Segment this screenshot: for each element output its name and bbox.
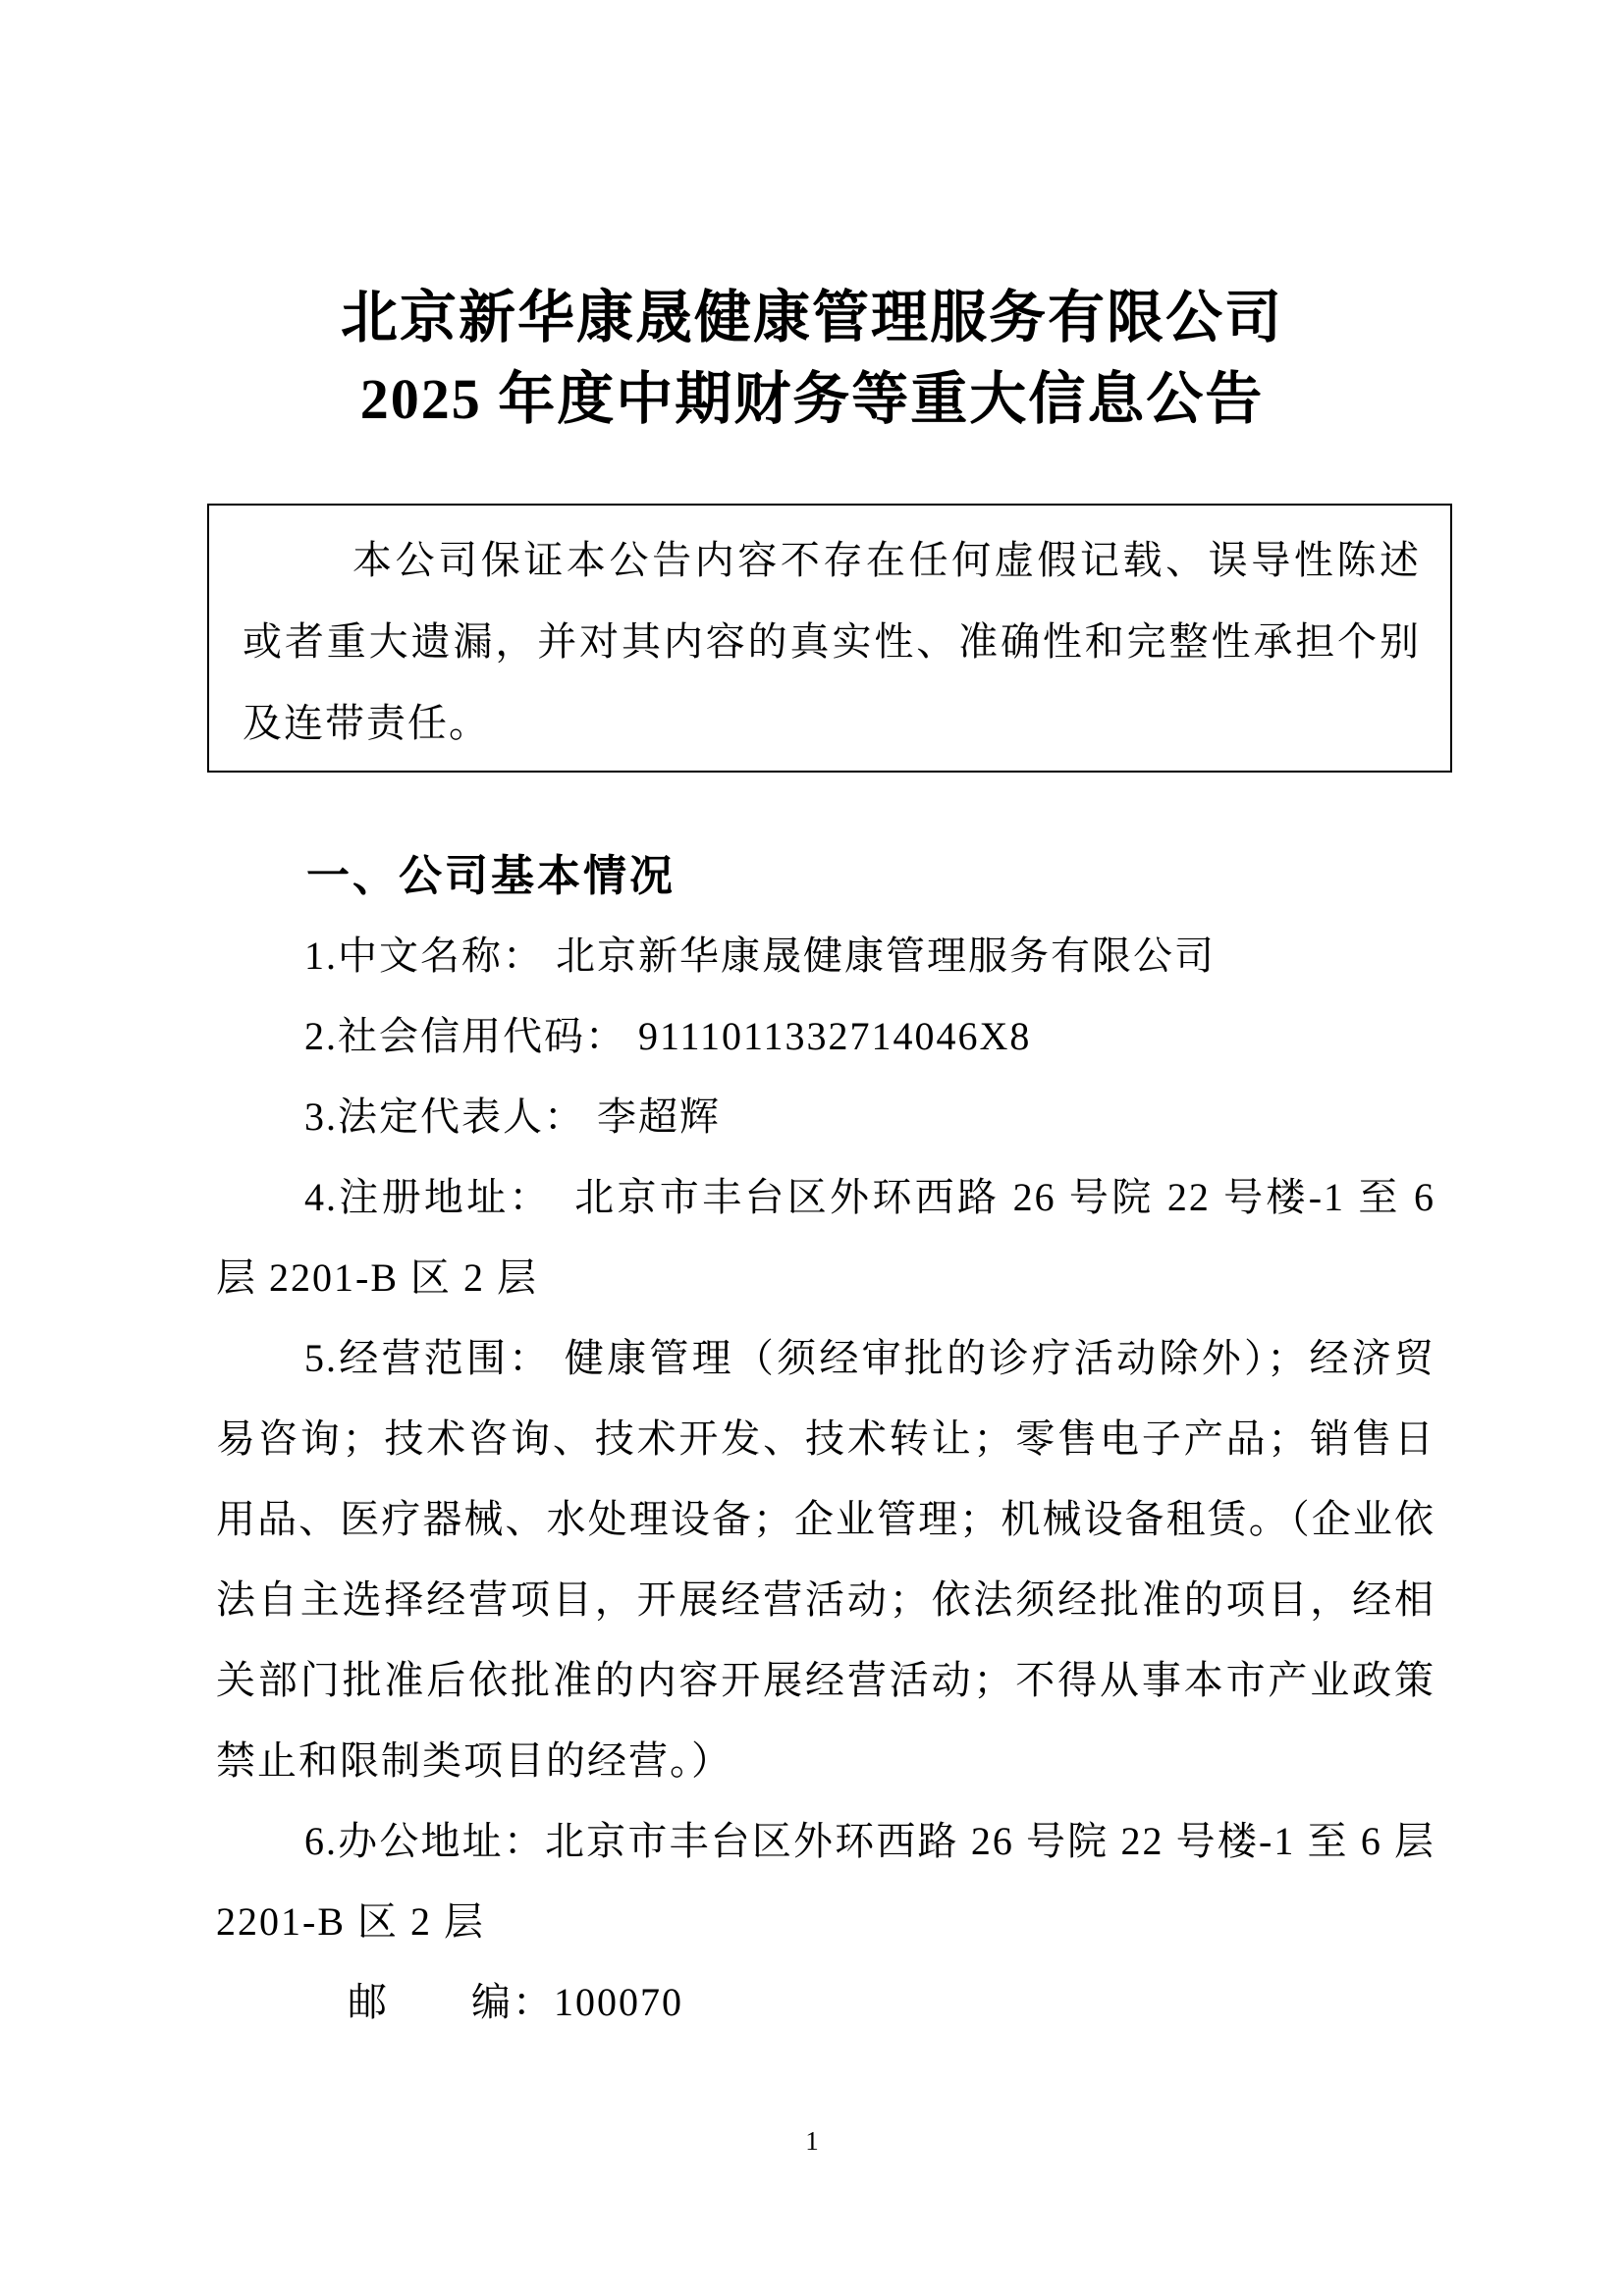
disclaimer-text: 本公司保证本公告内容不存在任何虚假记载、误导性陈述或者重大遗漏，并对其内容的真实性、准确性和完整性承担个别及连带责任。 xyxy=(243,538,1421,745)
item-business-scope: 5.经营范围： 健康管理（须经审批的诊疗活动除外）；经济贸易咨询；技术咨询、技术开发、技术转让；零售电子产品；销售日用品、医疗器械、水处理设备；企业管理；机械设备租赁。（企业依法自主选择经营项目，开展经营活动；依法须经批准的项目，经相关部门批准后依批准的内容开展经营活动；不得从事本市产业政策禁止和限制类项目的经营。） xyxy=(216,1336,1435,1783)
section-heading-company-basic-info: 一、公司基本情况 xyxy=(306,852,676,900)
document-title xyxy=(0,277,1624,440)
item-registered-address: 4.注册地址： 北京市丰台区外环西路 26 号院 22 号楼-1 至 6 层 2201-B 区 2 层 xyxy=(216,1175,1435,1300)
page-number: 1 xyxy=(805,2126,819,2156)
item-chinese-name: 1.中文名称： 北京新华康晟健康管理服务有限公司 xyxy=(304,934,1216,978)
item-legal-representative: 3.法定代表人： 李超辉 xyxy=(304,1095,721,1139)
disclaimer-box xyxy=(207,504,1452,773)
item-credit-code: 2.社会信用代码： 9111011332714046X8 xyxy=(304,1014,1032,1058)
title-line-1: 北京新华康晟健康管理服务有限公司 xyxy=(340,286,1283,349)
section-body xyxy=(216,916,1435,2043)
item-postal-code: 邮 编：100070 xyxy=(348,1980,683,2024)
item-office-address: 6.办公地址：北京市丰台区外环西路 26 号院 22 号楼-1 至 6 层 2201-B 区 2 层 xyxy=(216,1819,1435,1944)
title-line-2: 2025 年度中期财务等重大信息公告 xyxy=(359,367,1265,431)
